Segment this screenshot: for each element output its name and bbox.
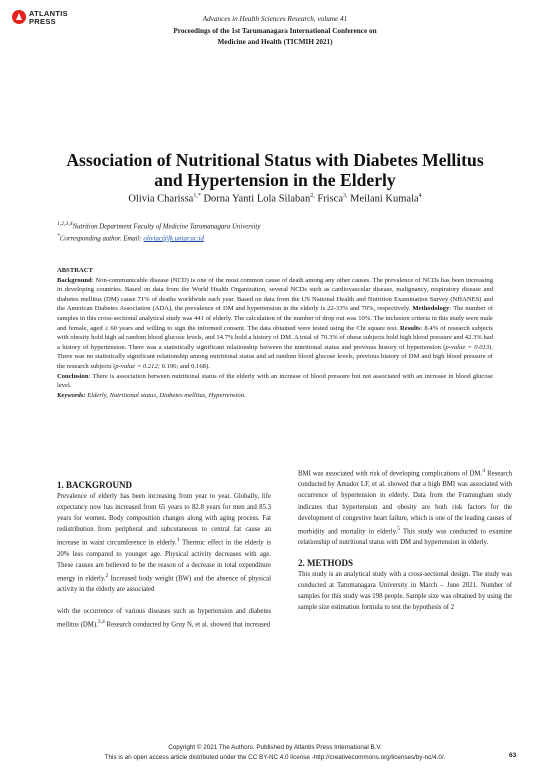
- author-name: Meilani Kumala: [350, 193, 419, 205]
- author-affil-sup: 3,: [343, 193, 348, 199]
- abstract-heading: ABSTRACT: [57, 267, 93, 274]
- background-paragraph: Prevalence of elderly has been increasing from year to year. Globally, life expectancy now has increased from 65 years to 82.8 years for men and 85.3 years for women. Body composition changes along with aging process. Fat redistribution from peripheral and subcutaneous to central fat cause an increase in waist circumference in elderly.$^1$ Thermic effect in the elderly is 20% less compared to younger age. Physical activity decreases with age. These causes are believed to be the reason of a decrease in total expenditure energy in elderly.$^2$ Increased body weight (BW) and the absence of physical activity in the elderly are associated: [57, 493, 271, 594]
- proceedings-line-2: Medicine and Health (TICMIH 2021): [217, 38, 333, 46]
- author-name: Frisca: [317, 193, 344, 205]
- section-heading-methods: 2. METHODS: [298, 558, 354, 569]
- abstract-section: [57, 266, 493, 400]
- paper-title: [40, 150, 510, 190]
- logo-text-line2: PRESS: [29, 17, 56, 26]
- title-line-2: and Hypertension in the Elderly: [154, 170, 396, 190]
- logo-text-line1: ATLANTIS: [29, 9, 68, 18]
- section-heading-background: 1. BACKGROUND: [57, 480, 133, 490]
- author-affil-sup: 4: [418, 193, 422, 199]
- author-name: Dorna Yanti Lola Silaban: [203, 193, 311, 205]
- methods-paragraph: This study is an analytical study with a cross-sectional design. The study was conducted at Tarumanagara University in March – June 2021. Number of samples for this study was 198 people. Sample size was obtained by using the sample size estimation formula to test the hypothesis of 2: [298, 571, 512, 612]
- running-header: [0, 14, 550, 49]
- affiliation-line: $^{1,2,3,4}$Nutrition Department Faculty of Medicine Tarumanagara University: [57, 221, 261, 231]
- corresponding-author-line: *Corresponding author. Email: oliviac@fk.untar.ac.id: [57, 232, 204, 243]
- proceedings-line-1: Proceedings of the 1st Tarumanagara International Conference on: [173, 26, 377, 35]
- abstract-conclusion: Conclusion: There is association between nutritional status of the elderly with an increase of blood pressure but not associated with an increase in blood glucose level.: [57, 372, 493, 390]
- license-line: This is an open access article distributed under the CC BY-NC 4.0 license -http://creativecommons.org/licenses/by-nc/4.0/.: [104, 753, 446, 761]
- background-paragraph-continued: with the occurrence of various diseases such as hypertension and diabetes mellitus (DM).$^{3,4}$ Research conducted by Gruy N, et al. showed that increased: [57, 608, 271, 629]
- right-column: [298, 466, 512, 614]
- author-name: Olivia Charissa: [128, 193, 194, 205]
- author-affil-sup: 2,: [310, 193, 315, 199]
- title-line-1: Association of Nutritional Status with Diabetes Mellitus: [66, 150, 484, 170]
- copyright-line: Copyright © 2021 The Authors. Published by Atlantis Press International B.V.: [168, 744, 382, 751]
- volume-line: Advances in Health Sciences Research, volume 41: [202, 15, 348, 23]
- abstract-body: Background: Non-communicable disease (NCD) is one of the most common cause of death among any other causes. The prevalence of NCDs has been increasing in developing countries. Based on data from the World Health Organization, several NCDs such as cardiovascular disease, malignancy, respiratory disease and diabetes mellitus (DM) cause 71% of deaths worldwide each year. Based on data from the US National Health and Nutrition Examination Survey (NHANES) and the American Diabetes Association (ADA), the prevalence of DM and hypertension in the elderly is 22-33% and 70%, respectively. Methodology: The number of samples in this cross-sectional analytical study was 441 of elderly. The calculation of the number of drop out was 10%. The inclusion criteria in this study were male and female, aged ≥ 60 years and willing to sign the informed consent. The data obtained were tested using the Chi square test. Results: 8.4% of research subjects with obesity hold high ad random blood glucose levels, and 14.7% hold a history of DM. A total of 70.3% of obese subjects hold high blood pressure and 42.3% had a history of hypertension. There was a statistically significant relationship between the nutritional status and previous history of hypertension (p-value = 0.013). There was no statistically significant relationship among nutritional status and ad random blood glucose levels, previous history of DM and high blood pressure of the research subjects (p-value = 0.212; 0.196; and 0.168).: [57, 276, 494, 370]
- background-paragraph-right: BMI was associated with risk of developing complications of DM.$^4$ Research conducted by Amador LF, et al. showed that a high BMI was associated with occurrence of hypertension in elderly. Data from the Framingham study indicates that hypertension and obesity are both risk factors for the development of congestive heart failure, which is one of the leading causes of morbidity and mortality in elderly.$^5$ This study was conducted to examine relationship of nutritional status with DM and hypertension in elderly.: [298, 468, 512, 547]
- left-column: [57, 479, 271, 631]
- affiliation-block: [57, 220, 260, 244]
- page-number: 63: [509, 752, 517, 759]
- author-affil-sup: 1,*: [193, 193, 201, 199]
- abstract-keywords: Keywords: Elderly, Nutritional status, Diabetes mellitus, Hypertension.: [57, 391, 246, 399]
- email-link[interactable]: oliviac@fk.untar.ac.id: [143, 235, 204, 243]
- page-footer: [0, 743, 550, 762]
- author-list: [30, 190, 520, 206]
